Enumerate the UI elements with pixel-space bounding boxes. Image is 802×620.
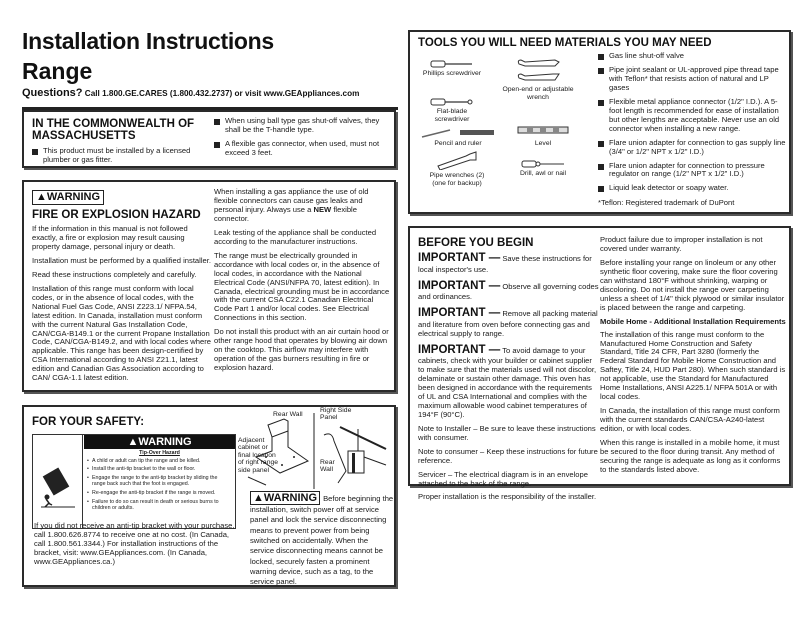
important-item: IMPORTANT — To avoid damage to your cabinets, check with your builder or cabinet supplier to make sure that the materials used will not discolor, delaminate or sustain other damage. This oven has been designed in accordance with the requirements of UL and CSA International and complies with the maximum allowable wood cabinet temperatures of 194°F (90°C). [418,343,597,419]
paragraph: Installation of this range must conform with local codes, or in the absence of local codes, with the National Fuel Gas Code, ANSI Z223.1/ NFPA.54, latest edition. In Canada, installation must conform with the current Natural Gas Installation Code, CAN/CGA-B149.1 or the current Propane Installation Code, CAN/CGA-B149.2, and with local codes where applicable. This range has been design-certified by CSA International according to ANSI Z21.1, latest edition and Canadian Gas Association according to CAN/ CGA-1.1 latest edition. [32,283,211,383]
list-item: • A child or adult can tip the range and be killed. [87,458,232,465]
list-item: Flexible metal appliance connector (1/2" I.D.). A 5-foot length is recommended for ease of installation but other lengths are acceptable. Never use an old connector when installing a new range. [598,98,786,134]
warning-badge: ▲WARNING [32,190,104,205]
tool-pipe-wrenches: Pipe wrenches (2) (one for backup) [424,150,490,188]
paragraph: Note to Installer – Be sure to leave these instructions with consumer. [418,423,596,442]
flat-screwdriver-icon [430,98,474,106]
mobile-home-heading: Mobile Home - Additional Installation Requirements [600,316,786,326]
tip-over-illustration-icon [33,435,83,528]
before-you-begin-box [408,226,791,502]
page-subtitle: Range [22,58,93,84]
list-item: • Engage the range to the anti-tip bracket by sliding the range back such that the foot is engaged. [87,475,232,488]
list-item: • Install the anti-tip bracket to the wall or floor. [87,466,232,473]
important-item: IMPORTANT — Save these instructions for local inspector's use. [418,252,592,274]
label-rear-wall: Rear Wall [273,411,303,418]
paragraph: Proper installation is the responsibility of the installer. [418,492,597,502]
questions-label: Questions? [22,87,83,99]
drill-icon [521,160,565,168]
tools-title: TOOLS YOU WILL NEED MATERIALS YOU MAY NEED [418,37,712,49]
list-item: Gas line shut-off valve [598,52,786,61]
pipe-wrench-icon [436,150,478,170]
paragraph: Read these instructions completely and carefully. [32,269,197,279]
tip-over-warning [32,434,236,529]
anti-tip-bracket-diagram [236,407,394,491]
massachusetts-title: IN THE COMMONWEALTH OF MASSACHUSETTS [32,118,195,143]
tool-flat-screwdriver: Flat-blade screwdriver [422,98,482,124]
paragraph: Servicer – The electrical diagram is in an envelope attached to the back of the range. [418,469,588,488]
questions-text: Call 1.800.GE.CARES (1.800.432.2737) or visit www.GEAppliances.com [84,89,360,98]
paragraph: The installation of this range must conform to the Manufactured Home Construction and Safety Standard, Title 24 CFR, Part 3280 (formerly the Federal Standard for Mobile Home Construction and Saftey, Title 24, HUD Part 280). When such standard is not applicable, use the Standard for Manufactured Home Installations, ANSI A225.1/ NFPA 501A or with local codes. [600,329,786,402]
tool-drill: Drill, awl or nail [510,160,576,178]
pencil-ruler-icon [420,128,496,138]
label-rear-wall-2: Rear Wall [320,459,335,474]
safety-title: FOR YOUR SAFETY: [32,416,145,428]
important-item: IMPORTANT — Remove all packing material and literature from oven before connecting gas and electrical supply to range. [418,307,598,338]
before-you-begin-title: BEFORE YOU BEGIN [418,237,534,249]
tool-pencil-ruler: Pencil and ruler [418,128,498,148]
list-item: When using ball type gas shut-off valves, they shall be the T-handle type. [214,117,390,135]
tip-subtitle: Tip-Over Hazard [139,450,180,456]
massachusetts-box [22,110,396,168]
tool-wrench: Open-end or adjustable wrench [502,58,574,102]
paragraph: Before installing your range on linoleum or any other synthetic floor covering, make sure the floor covering can withstand 180°F without shrinking, warping or discoloring. Do not install the range over carpeting unless a sheet of 1/4" thick plywood or similar insulator is placed between the range and carpeting. [600,257,785,312]
important-item: IMPORTANT — Observe all governing codes and ordinances. [418,279,599,302]
paragraph: The range must be electrically grounded in accordance with local codes or, in the absence of local codes, in accordance with the National Electrical Code (ANSI/NFPA 70, latest edition). In Canada, electrical grounding must be in accordance with the current CSA C22.1 Canadian Electrical Code Part 1 and/or local codes. See Electrical Connections in this section. [214,250,390,323]
level-icon [517,126,569,134]
paragraph: Product failure due to improper installation is not covered under warranty. [600,235,763,253]
contact-line [22,87,359,100]
emphasis-new: NEW [313,204,332,214]
tip-warning-header: ▲WARNING [84,435,235,449]
list-item: This product must be installed by a licensed plumber or gas fitter. [32,147,212,165]
phillips-screwdriver-icon [430,60,474,68]
list-item: A flexible gas connector, when used, must not exceed 3 feet. [214,140,390,158]
paragraph: When installing a gas appliance the use of old flexible connectors can cause gas leaks and personal injury. Always use a NEW flexible connector. [214,187,369,223]
tools-materials-box [408,30,791,214]
wrench-icon [515,58,561,84]
tool-phillips-screwdriver: Phillips screwdriver [422,60,482,78]
page-title: Installation Instructions [22,28,274,54]
fire-hazard-box [22,180,396,392]
safety-box [22,405,396,587]
teflon-footnote: *Teflon: Registered trademark of DuPont [598,198,735,208]
paragraph: If the information in this manual is not followed exactly, a fire or explosion may result causing property damage, personal injury or death. [32,224,188,251]
list-item: • Re-engage the anti-tip bracket if the range is moved. [87,490,232,497]
paragraph: Leak testing of the appliance shall be conducted according to the manufacturer instructions. [214,227,377,246]
power-warning [250,491,394,588]
anti-tip-note: If you did not receive an anti-tip bracket with your purchase, call 1.800.626.8774 to receive one at no cost. (In Canada, call 1.800.561.3344.) For installation instructions of the bracket, visit: www.GEAppliances.com. (In Canada, www.GEAppliances.ca.) [34,521,235,566]
paragraph: Do not install this product with an air curtain hood or other range hood that operates by blowing air down on the cooktop. This airflow may interfere with operation of the gas burners resulting in fire or explosion hazard. [214,327,389,373]
warning-badge: ▲WARNING [250,491,320,505]
paragraph: In Canada, the installation of this range must conform with the current standards CAN/CSA-A240-latest edition, or with local codes. [600,406,780,434]
power-warning-text: Before beginning the installation, switch power off at service panel and lock the service disconnecting means to prevent power from being switched on accidentally. When the service disconnecting means cannot be locked, securely fasten a prominent warning device, such as a tag, to the service panel. [250,494,394,587]
list-item: Flare union adapter for connection to gas supply line (3/4" or 1/2" NPT x 1/2" I.D.) [598,139,786,157]
materials-list [598,52,786,208]
list-item: Liquid leak detector or soapy water. [598,184,786,193]
paragraph: When this range is installed in a mobile home, it must be secured to the floor during transit. Any method of securing the range is adequate as long as it conforms to the standards listed above. [600,438,781,474]
tool-level: Level [516,126,570,148]
list-item: • Failure to do so can result in death or serious burns to children or adults. [87,499,232,512]
label-right-side-panel: Right Side Panel [320,407,352,422]
label-adjacent-cabinet: Adjacent cabinet or final location of right range side panel [238,437,279,474]
list-item: Pipe joint sealant or UL-approved pipe thread tape with Teflon* that resists action of natural and LP gases [598,66,786,93]
paragraph: Installation must be performed by a qualified installer. [32,255,211,265]
paragraph: Note to consumer – Keep these instructions for future reference. [418,446,598,465]
fire-hazard-title: FIRE OR EXPLOSION HAZARD [32,209,201,221]
list-item: Flare union adapter for connection to pressure regulator on range (1/2" NPT x 1/2" I.D.) [598,162,786,180]
